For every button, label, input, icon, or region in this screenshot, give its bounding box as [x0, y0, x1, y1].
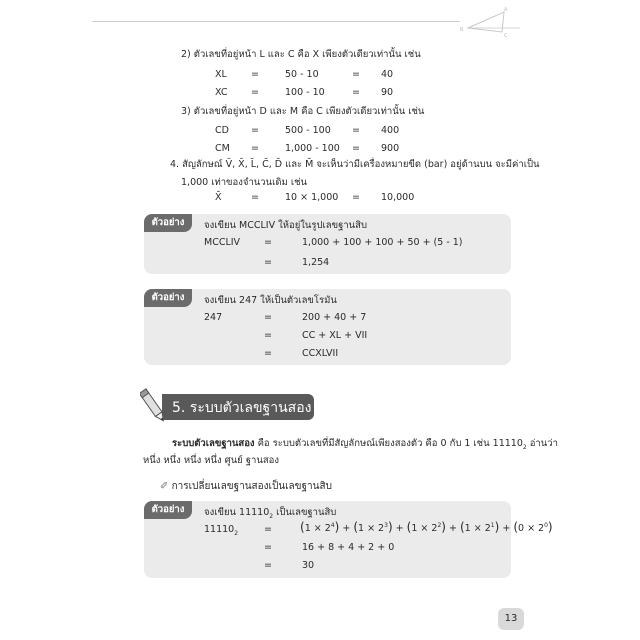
term: $(0 \times 2^0)$	[513, 520, 553, 534]
example-box-1	[144, 214, 511, 274]
equals-sign: =	[264, 330, 272, 341]
bullet-icon: ✐	[160, 481, 172, 492]
section-intro-line2: หนึ่ง หนึ่ง หนึ่ง หนึ่ง ศูนย์ ฐานสอง	[143, 455, 279, 466]
term-exponent: 2	[437, 521, 442, 529]
equals-sign: =	[352, 69, 360, 80]
example-question	[204, 505, 336, 520]
subheading	[160, 479, 332, 494]
subheading-text: การเปลี่ยนเลขฐานสองเป็นเลขฐานสิบ	[171, 481, 332, 492]
example-step: 30	[302, 560, 315, 571]
plus-sign: +	[502, 523, 511, 534]
triangle-icon	[458, 6, 538, 38]
example-tag: ตัวอย่าง	[144, 289, 192, 307]
term-base: 1 × 2	[304, 523, 331, 534]
result: 900	[381, 143, 400, 154]
section-heading	[162, 394, 314, 420]
example-label	[204, 524, 238, 537]
term: $(1 \times 2^1)$	[459, 520, 500, 534]
page-number: 13	[498, 608, 524, 630]
intro-tail: อ่านว่า	[526, 438, 558, 449]
equals-sign: =	[264, 312, 272, 323]
equals-sign: =	[264, 237, 272, 248]
question-text: เป็นเลขฐานสิบ	[273, 507, 337, 518]
equals-sign: =	[264, 524, 272, 535]
example-step: 16 + 8 + 4 + 2 + 0	[302, 542, 395, 553]
item3-heading: 3) ตัวเลขที่อยู่หน้า D และ M คือ C เพียงตัวเดียวเท่านั้น เช่น	[181, 106, 425, 117]
example-question: จงเขียน MCCLIV ให้อยู่ในรูปเลขฐานสิบ	[204, 220, 368, 231]
triangle-label-b: B	[460, 27, 464, 33]
term-base: 1 × 2	[411, 523, 438, 534]
example-label: 247	[204, 312, 223, 323]
header-rule	[92, 21, 460, 22]
roman-symbol: XL	[215, 69, 227, 80]
roman-symbol: X̄	[215, 192, 222, 203]
pencil-icon	[140, 386, 166, 426]
expression: 500 - 100	[285, 125, 331, 136]
example-label: MCCLIV	[204, 237, 241, 248]
example-tag: ตัวอย่าง	[144, 214, 192, 232]
triangle-label-a: A	[504, 7, 508, 13]
equals-sign: =	[352, 87, 360, 98]
label-subscript: 2	[234, 529, 239, 537]
term: $(1 \times 2^2)$	[406, 520, 446, 534]
equals-sign: =	[264, 542, 272, 553]
result: 90	[381, 87, 394, 98]
result: 400	[381, 125, 400, 136]
question-subscript: 2	[269, 512, 274, 520]
example-box-2	[144, 289, 511, 365]
example-tag: ตัวอย่าง	[144, 501, 192, 519]
intro-text: คือ ระบบตัวเลขที่มีสัญลักษณ์เพียงสองตัว คือ 0 กับ 1 เช่น 11110	[254, 438, 523, 449]
term-exponent: 3	[384, 521, 388, 529]
term-base: 1 × 2	[464, 523, 491, 534]
section-title: 5. ระบบตัวเลขฐานสอง	[172, 400, 312, 416]
plus-sign: +	[395, 523, 404, 534]
term: $(1 \times 2^4)$	[300, 520, 340, 534]
section-intro-line1	[172, 436, 558, 451]
roman-symbol: CD	[215, 125, 229, 136]
result: 10,000	[381, 192, 415, 203]
equals-sign: =	[264, 348, 272, 359]
equals-sign: =	[264, 560, 272, 571]
term-exponent: 1	[490, 521, 495, 529]
expression: 10 × 1,000	[285, 192, 339, 203]
question-text: จงเขียน 11110	[204, 507, 270, 518]
triangle-label-c: C	[504, 33, 508, 38]
example-step: CC + XL + VII	[302, 330, 368, 341]
equals-sign: =	[264, 257, 272, 268]
example-box-3	[144, 501, 553, 578]
equals-sign: =	[251, 69, 259, 80]
equals-sign: =	[251, 143, 259, 154]
expression: 1,000 - 100	[285, 143, 340, 154]
item2-heading: 2) ตัวเลขที่อยู่หน้า L และ C คือ X เพียงตัวเดียวเท่านั้น เช่น	[181, 49, 421, 60]
example-question: จงเขียน 247 ให้เป็นตัวเลขโรมัน	[204, 295, 337, 306]
example-step: 200 + 40 + 7	[302, 312, 367, 323]
equals-sign: =	[352, 192, 360, 203]
label-text: 11110	[204, 524, 235, 535]
equals-sign: =	[251, 192, 259, 203]
expansion-terms	[300, 520, 553, 534]
expression: 50 - 10	[285, 69, 319, 80]
expression: 100 - 10	[285, 87, 325, 98]
equals-sign: =	[352, 125, 360, 136]
term: $(1 \times 2^3)$	[353, 520, 393, 534]
result: 40	[381, 69, 394, 80]
term-base: 0 × 2	[518, 523, 545, 534]
roman-symbol: XC	[215, 87, 228, 98]
intro-subscript: 2	[522, 443, 527, 451]
equals-sign: =	[251, 125, 259, 136]
intro-term: ระบบตัวเลขฐานสอง	[172, 438, 255, 449]
equals-sign: =	[352, 143, 360, 154]
equals-sign: =	[251, 87, 259, 98]
term-exponent: 4	[330, 521, 335, 529]
example-step: 1,000 + 100 + 100 + 50 + (5 - 1)	[302, 237, 463, 248]
item4-heading-line2: 1,000 เท่าของจำนวนเดิม เช่น	[181, 177, 308, 188]
plus-sign: +	[448, 523, 457, 534]
roman-symbol: CM	[215, 143, 230, 154]
example-step: 1,254	[302, 257, 330, 268]
plus-sign: +	[342, 523, 351, 534]
term-base: 1 × 2	[358, 523, 385, 534]
example-step: CCXLVII	[302, 348, 339, 359]
item4-heading-line1: 4. สัญลักษณ์ V̄, X̄, L̄, C̄, D̄ และ M̄ จะเห็นว่ามีเครื่องหมายขีด (bar) อยู่ด้านบน จะมีค่าเป็น	[170, 159, 540, 170]
term-exponent: 0	[544, 521, 548, 529]
